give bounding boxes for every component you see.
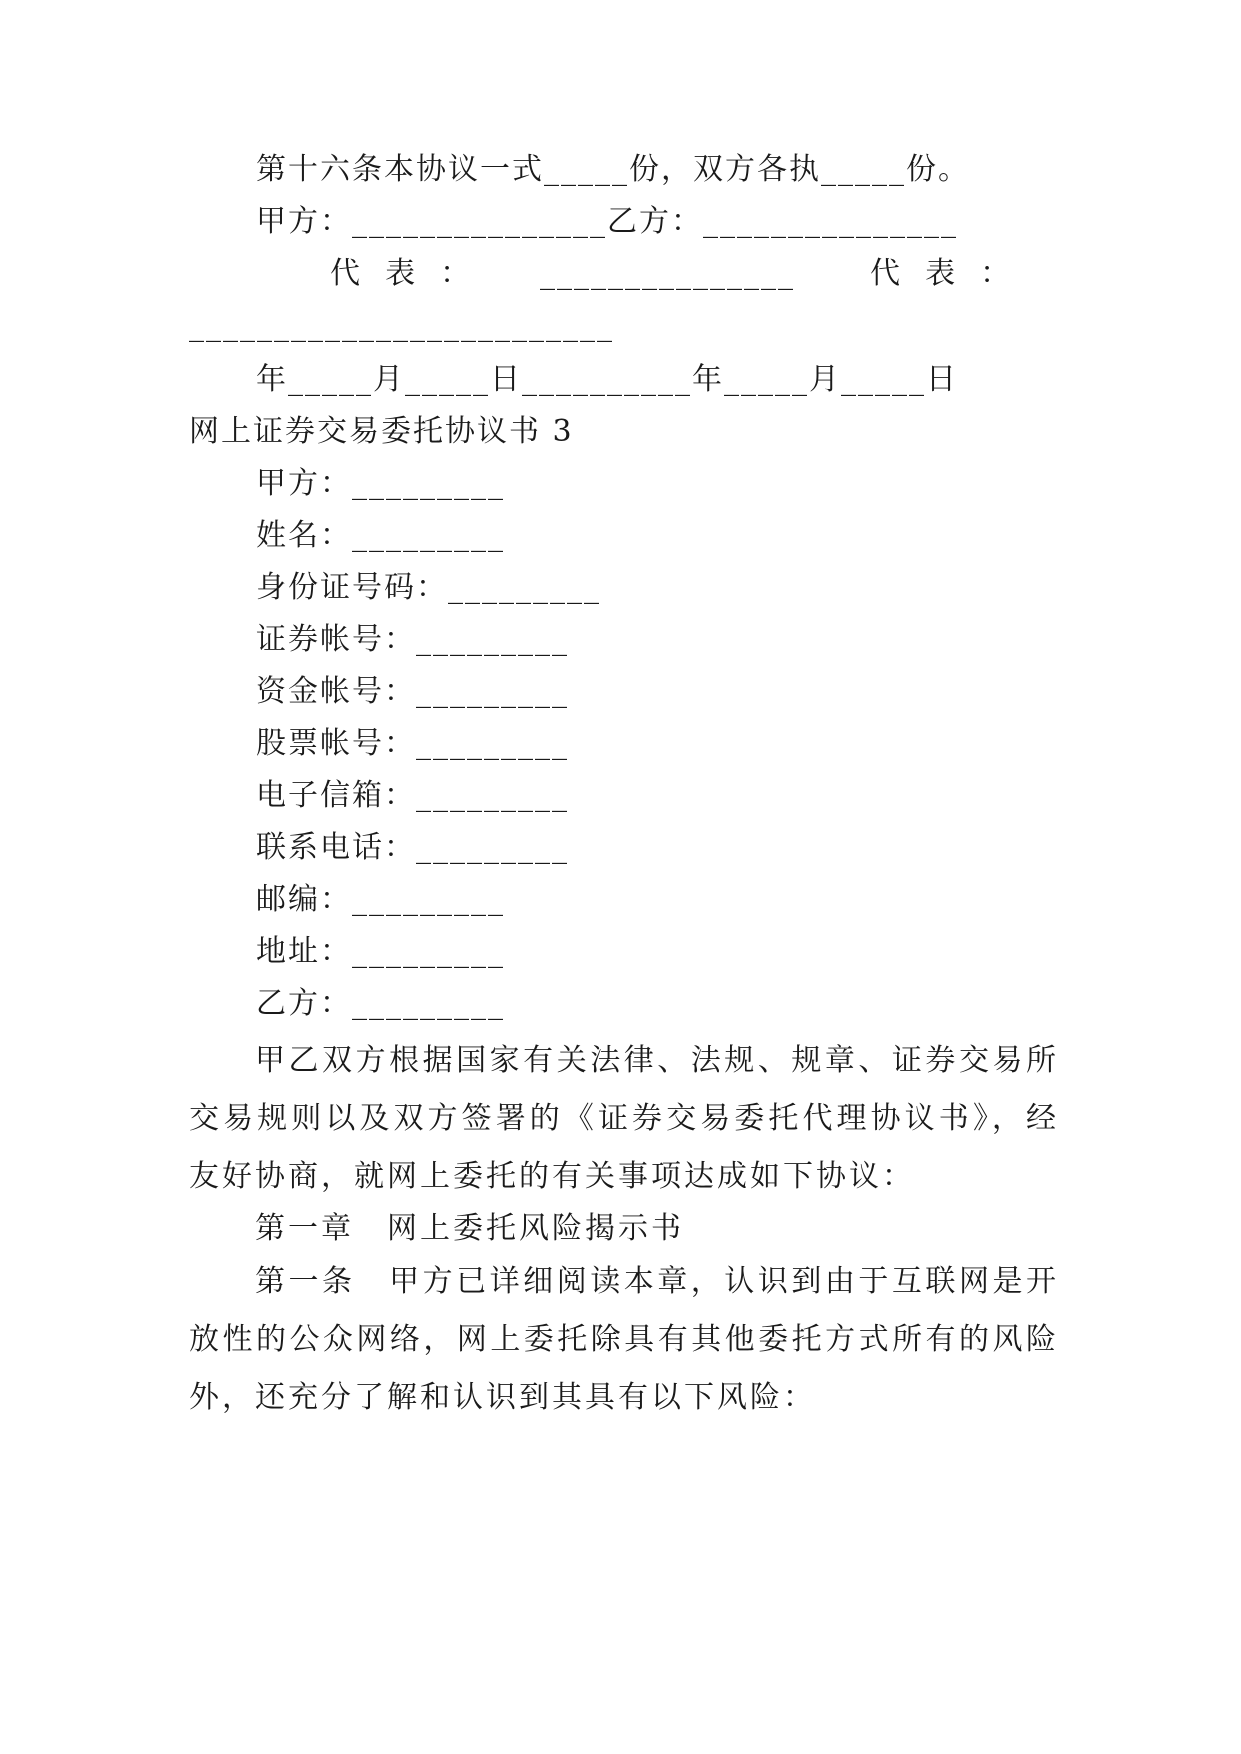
date-line: 年_____月_____日__________年_____月_____日 <box>256 362 958 397</box>
field-party-b: 乙方：_________ <box>256 986 505 1021</box>
representative-blank-a: _______________ <box>540 256 795 291</box>
section-title: 网上证券交易委托协议书 3 <box>189 414 574 449</box>
field-name: 姓名：_________ <box>256 518 505 553</box>
field-fund-account: 资金帐号：_________ <box>256 674 569 709</box>
representative-blank-b: _________________________ <box>189 308 614 343</box>
intro-paragraph: 甲乙双方根据国家有关法律、法规、规章、证券交易所交易规则以及双方签署的《证券交易委托代理协议书》，经友好协商，就网上委托的有关事项达成如下协议： <box>189 1043 1059 1194</box>
field-id-number: 身份证号码：_________ <box>256 570 601 605</box>
representative-label-a: 代 表 ： <box>330 256 473 291</box>
field-stock-account: 股票帐号：_________ <box>256 726 569 761</box>
field-email: 电子信箱：_________ <box>256 778 569 813</box>
representative-label-b: 代 表 ： <box>870 256 1013 291</box>
parties-line: 甲方：_______________乙方：_______________ <box>256 204 958 239</box>
clause-16: 第十六条本协议一式_____份，双方各执_____份。 <box>256 152 970 187</box>
field-address: 地址：_________ <box>256 934 505 969</box>
field-postcode: 邮编：_________ <box>256 882 505 917</box>
field-party-a: 甲方：_________ <box>256 466 505 501</box>
field-phone: 联系电话：_________ <box>256 830 569 865</box>
article-1-paragraph: 第一条 甲方已详细阅读本章，认识到由于互联网是开放性的公众网络，网上委托除具有其他委托方式所有的风险外，还充分了解和认识到其具有以下风险： <box>189 1264 1059 1415</box>
field-securities-account: 证券帐号：_________ <box>256 622 569 657</box>
chapter-heading: 第一章 网上委托风险揭示书 <box>255 1211 684 1246</box>
